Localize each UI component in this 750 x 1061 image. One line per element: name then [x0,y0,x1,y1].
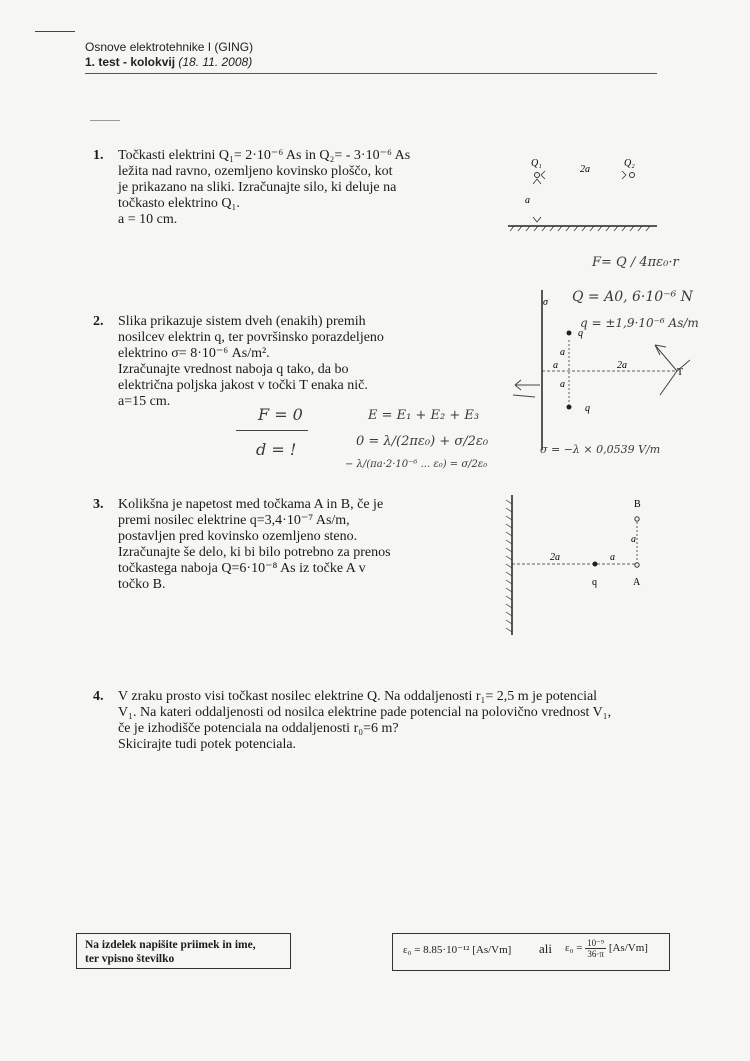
fig2-sigma-label: σ [543,297,548,308]
problem-3-line: Kolikšna je napetost med točkama A in B, če je [118,497,384,512]
problem-2-line: a=15 cm. [118,394,171,409]
problem-3-figure [500,490,660,640]
problem-2-figure [505,285,690,460]
fig1-q1-point [535,173,540,178]
fig1-arrow-left [541,171,545,179]
problem-3-text [118,497,440,593]
eps2-unit: [As/Vm] [608,942,648,955]
problem-4-line: Skicirajte tudi potek potenciala. [118,737,297,752]
fig3-a-point-label: A [633,577,641,588]
test-label: 1. test - kolokvij [85,55,176,69]
problem-4-line: če je izhodišče potenciala na oddaljenosti r₀=6 m? [118,721,399,736]
fig2-dist-label: 2a [617,360,627,371]
problem-1-figure [505,150,660,235]
problem-1-line: je prikazano na sliki. Izračunajte silo, ki deluje na [118,180,397,195]
fig2-q-bottom [567,405,572,410]
eps2-denominator: 36·π [587,949,604,959]
eps2-prefix: ε₀ = [565,942,583,955]
course-title: Osnove elektrotehnike I (GING) [85,40,254,54]
problem-3-number: 3. [93,497,104,512]
fig1-q2-label: Q₂ [624,158,635,169]
name-box-line: ter vpisno številko [85,953,175,965]
fig2-q-top [567,331,572,336]
handwriting-lambda-value: q = ±1,9·10⁻⁶ As/m [580,316,699,330]
handwriting-sigma-result: σ = −λ × 0,0539 V/m [540,443,661,456]
fig1-arrow-right [622,171,626,179]
handwriting-balance: 0 = λ/(2πε₀) + σ/2ε₀ [356,434,489,449]
name-box-line: Na izdelek napišite priimek in ime, [85,939,256,951]
fig1-q2-point [630,173,635,178]
problem-1-line: a = 10 cm. [118,212,178,227]
document-header [85,40,253,70]
fig1-arrow-up [533,179,541,184]
epsilon-formula: ε₀ = 8.85·10⁻¹² [As/Vm] [403,944,512,956]
handwriting-e-sum: E = E₁ + E₂ + E₃ [368,408,480,423]
scan-mark [35,31,75,32]
problem-2-text [118,314,440,410]
problem-4-line: V₁. Na kateri oddaljenosti od nosilca elektrine pade potencial na polovično vrednost V₁, [118,705,612,720]
problem-1-line: ležita nad ravno, ozemljeno kovinsko ploščo, kot [118,164,393,179]
problem-3-line: točkastega naboja Q=6·10⁻⁸ As iz točke A v [118,561,366,576]
fig2-a-bottom: a [560,379,565,390]
handwriting-step: − λ/(πa·2·10⁻⁶ ... ε₀) = σ/2ε₀ [345,459,488,470]
handwriting-d-excl: d = ! [256,440,297,459]
constants-box [392,933,670,971]
fig2-q-top-label: q [578,328,583,339]
test-date: (18. 11. 2008) [178,55,253,69]
problem-2-line: Izračunajte vrednost naboja q tako, da bo [118,362,349,377]
epsilon-formula-alt [565,938,648,959]
fig2-a-top: a [560,347,565,358]
fig3-b-label: B [634,499,641,510]
fig2-handwritten-vectors [655,345,690,395]
problem-1-number: 1. [93,148,104,163]
fig3-a-horiz: a [610,552,615,563]
problem-4-line: V zraku prosto visi točkast nosilec elektrine Q. Na oddaljenosti r₁= 2,5 m je potencial [118,689,598,704]
fig2-q-bottom-label: q [585,403,590,414]
fig1-arrow-down [533,217,541,222]
fig3-dist-label: 2a [550,552,560,563]
problem-1-text [118,148,448,228]
handwriting-force-formula: F= Q / 4πε₀·r [592,255,679,270]
fig1-height-label: a [525,195,530,206]
fig2-point-label: T [677,367,684,378]
fig3-wall-hatch [506,500,512,632]
eps2-numerator: 10⁻⁹ [587,938,605,948]
problem-2-number: 2. [93,314,104,329]
problem-1-line: točkasto elektrino Q₁. [118,196,240,211]
problem-3-line: postavljen pred kovinsko ozemljeno steno. [118,529,358,544]
problem-2-line: elektrino σ= 8·10⁻⁶ As/m². [118,346,270,361]
fig1-dist-label: 2a [580,164,590,175]
problem-4-text [118,689,658,753]
problem-3-line: Izračunajte še delo, ki bi bilo potrebno za prenos [118,545,391,560]
problem-3-line: točko B. [118,577,166,592]
fig3-b-point [635,517,639,521]
name-instruction-box [76,933,291,969]
header-rule [85,73,657,74]
eps2-fraction [585,938,606,959]
fig2-handwritten-field-arrows [513,380,540,397]
handwriting-f-zero: F = 0 [258,405,303,424]
or-label: ali [539,941,552,956]
problem-2-line: Slika prikazuje sistem dveh (enakih) premih [118,314,366,329]
test-title [85,55,253,70]
problem-2-line: nosilcev elektrin q, ter površinsko porazdeljeno [118,330,384,345]
handwriting-underline [236,430,308,431]
handwriting-q-value: Q = A0, 6·10⁻⁶ N [572,289,693,305]
fig1-q1-label: Q₁ [531,158,542,169]
fig3-q-label: q [592,577,597,588]
scan-mark [90,120,120,121]
fig2-a-left: a [553,360,558,371]
fig3-a-point [635,563,639,567]
problem-1-line: Točkasti elektrini Q₁= 2·10⁻⁶ As in Q₂= - 3·10⁻⁶ As [118,148,411,163]
fig3-q-point [593,562,598,567]
fig3-a-vert: a [631,534,636,545]
problem-2-line: električna poljska jakost v točki T enaka nič. [118,378,368,393]
problem-4-number: 4. [93,689,104,704]
problem-3-line: premi nosilec elektrine q=3,4·10⁻⁷ As/m, [118,513,350,528]
